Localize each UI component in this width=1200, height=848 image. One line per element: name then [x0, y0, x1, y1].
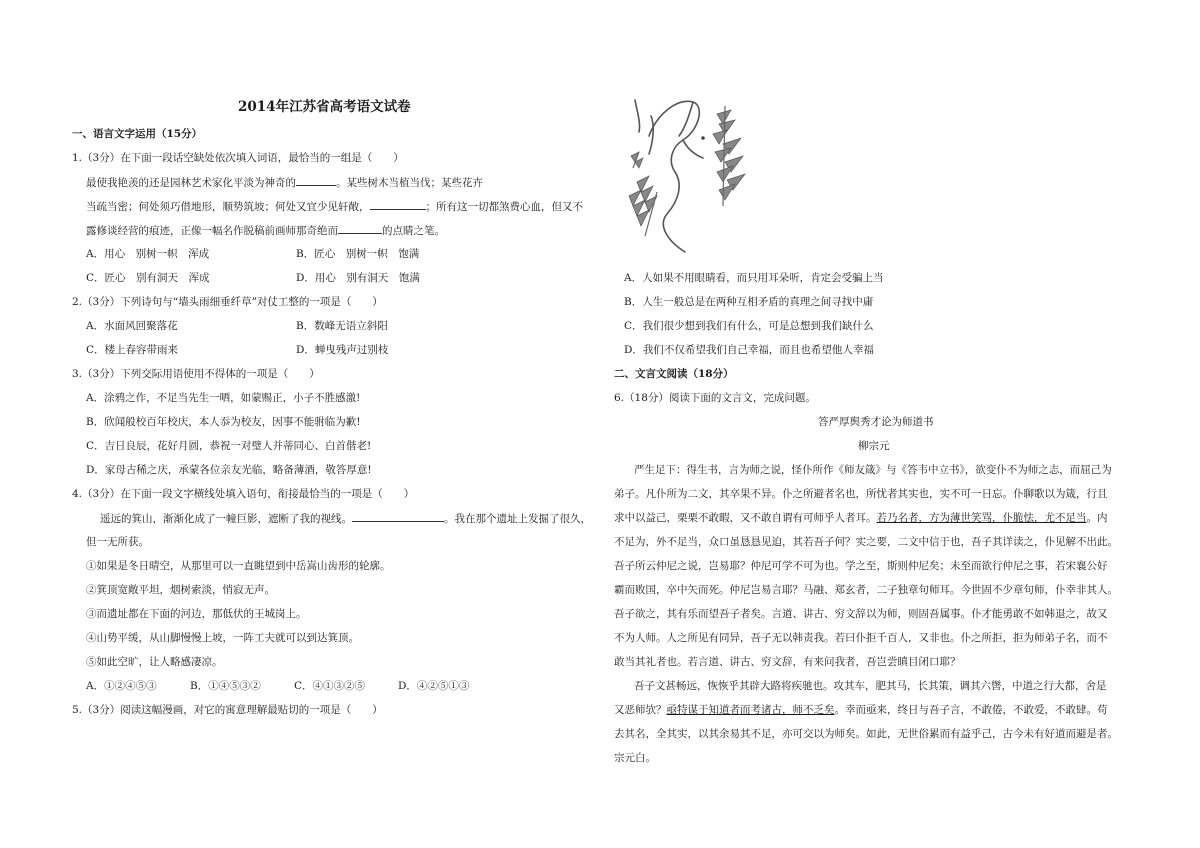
q6-stem: 6.（18分）阅读下面的文言文，完成问题。	[614, 392, 816, 404]
q1-option-d[interactable]: D．用心 别有洞天 饱满	[296, 272, 420, 284]
q1-text: 的点睛之笔。	[382, 225, 445, 237]
q3-option-b[interactable]: B．欣闻般校百年校庆，本人忝为校友，因事不能驸临为歉!	[86, 416, 361, 428]
q4-passage-line1	[100, 511, 591, 526]
essay-line: 不为人师。人之所见有同异，吾子无以韩责我。若曰仆拒千百人，又非也。仆之所拒，拒为师弟子名，而不	[614, 632, 1108, 644]
section-2-heading: 二、文言文阅读（18分）	[614, 368, 734, 380]
essay-line: 吾子欲之，其有乐而望吾子者矣。言道、讲古、穷文辞以为师，则固吾属事。仆才能勇敢不如韩退之，故又	[614, 608, 1108, 620]
q1-option-b[interactable]: B．匠心 别树一帜 饱满	[296, 248, 420, 260]
q3-option-c[interactable]: C．吉日良辰，花好月圆，恭祝一对璧人并蒂同心、白首偕老!	[86, 440, 372, 452]
q1-text: 露修谈经营的痕迹，正像一幅名作脱稿前画师那奇绝而	[86, 225, 338, 237]
q4-option-c[interactable]: C．④①③②⑤	[294, 680, 366, 692]
q5-option-c[interactable]: C．我们很少想到我们有什么，可是总想到我们缺什么	[624, 320, 874, 332]
q1-passage-line3	[86, 223, 445, 238]
q3-option-d[interactable]: D．家母古稀之庆，承蒙各位亲友光临，略备薄酒，敬答厚意!	[86, 464, 372, 476]
q4-sentence-2: ②箕顶宽敞平坦，烟树索淡，悄寂无声。	[86, 584, 275, 596]
page-title: 2014年江苏省高考语文试卷	[238, 99, 411, 115]
q4-text: 。我在那个遗址上发掘了很久，	[444, 513, 591, 525]
essay-line	[614, 703, 1108, 717]
essay-line: 去其名，全其实，以其余易其不足，亦可交以为师矣。如此，无世俗累而有益乎己，古今未有好道而避是者。	[614, 728, 1118, 740]
essay-line: 吾子所云仲尼之说，岂易耶？仲尼可学不可为也。学之至，斯则仲尼矣；未至而欲行仲尼之事，若宋襄公好	[614, 560, 1108, 572]
essay-text: 求中以益己，栗栗不敢暇，又不敢自谓有可师乎人者耳。	[614, 512, 877, 524]
essay-line: 弟子。凡仆所为二文，其卒果不异。仆之所避者名也，所忧者其实也，实不可一日忘。仆聊歌以为箴，行且	[614, 488, 1108, 500]
underlined-sentence-1: 若乃名者，方为薄世笑骂，仆脆怯，尤不足当	[876, 512, 1087, 524]
essay-text: 。内	[1086, 512, 1108, 524]
q4-blank	[352, 511, 444, 522]
essay-text: 又恶师欤？	[614, 704, 667, 716]
q1-passage-line1	[86, 175, 483, 190]
essay-line: 不足为，外不足当，众口虽恳恳见迫，其若吾子何？实之要，二文中信于也，吾子其详读之，仆见解不出此。	[614, 536, 1118, 548]
q1-text: 当疏当密；何处须巧借地形，顺势筑坡；何处又宜少见轩敞，	[86, 201, 370, 213]
q1-blank-2	[370, 199, 426, 210]
q4-text: 遥远的箕山，渐渐化成了一幢巨影，遮断了我的视线。	[100, 513, 352, 525]
q1-text: ；所有这一切都煞费心血，但又不	[425, 201, 583, 213]
q1-option-a[interactable]: A．用心 别树一帜 浑成	[86, 248, 210, 260]
q1-passage-line2	[86, 199, 583, 214]
cartoon-image	[627, 96, 757, 258]
q5-option-a[interactable]: A．人如果不用眼睛看，而只用耳朵听，肯定会受骗上当	[624, 272, 884, 284]
q4-sentence-1: ①如果是冬日晴空，从那里可以一直眺望到中岳嵩山齿形的轮廓。	[86, 560, 391, 572]
essay-line: 严生足下：得生书，言为师之说，怪仆所作《师友箴》与《答韦中立书》，欲变仆不为师之志，而屈己为	[634, 464, 1112, 476]
q3-stem: 3.（3分）下列交际用语使用不得体的一项是（ ）	[72, 368, 320, 380]
q1-blank-1	[296, 175, 336, 186]
q2-option-a[interactable]: A．水面风回聚落花	[86, 320, 178, 332]
q1-stem: 1.（3分）在下面一段话空缺处依次填入词语，最恰当的一组是（ ）	[72, 152, 404, 164]
q4-passage-line2: 但一无所获。	[86, 536, 149, 548]
q4-option-b[interactable]: B．①④⑤③②	[190, 680, 261, 692]
q5-option-b[interactable]: B．人生一般总是在两种互相矛盾的真理之间寻找中庸	[624, 296, 874, 308]
q4-stem: 4.（3分）在下面一段文字横线处填入语句，衔接最恰当的一项是（ ）	[72, 488, 415, 500]
q1-text: 最使我艳羡的还是园林艺术家化平淡为神奇的	[86, 177, 296, 189]
q1-blank-3	[338, 223, 382, 234]
q4-option-a[interactable]: A．①②④⑤③	[86, 680, 157, 692]
q4-option-d[interactable]: D．④②⑤①③	[398, 680, 470, 692]
q2-option-b[interactable]: B．数峰无语立斜阳	[296, 320, 388, 332]
q4-sentence-3: ③而遗址都在下面的河边，那低伏的王城岗上。	[86, 608, 307, 620]
q5-stem: 5.（3分）阅读这幅漫画，对它的寓意理解最贴切的一项是（ ）	[72, 704, 383, 716]
essay-author: 柳宗元	[858, 440, 890, 452]
q5-option-d[interactable]: D．我们不仅希望我们自己幸福，而且也希望他人幸福	[624, 344, 874, 356]
q2-option-c[interactable]: C．楼上春容带雨来	[86, 344, 179, 356]
q2-stem: 2.（3分）下列诗句与“墙头雨细垂纤草”对仗工整的一项是（ ）	[72, 296, 383, 308]
section-1-heading: 一、语言文字运用（15分）	[72, 128, 203, 140]
essay-line: 吾子文甚畅远，恢恢乎其辟大路将疾驰也。攻其车，肥其马，长其策，调其六辔，中道之行大都，舍是	[634, 680, 1107, 692]
q1-option-c[interactable]: C．匠心 别有洞天 浑成	[86, 272, 210, 284]
q4-sentence-4: ④山势平缓，从山脚慢慢上坡，一阵工夫就可以到达箕顶。	[86, 632, 359, 644]
q1-text: 。某些树木当植当伐；某些花卉	[336, 177, 483, 189]
q2-option-d[interactable]: D．蝉曳残声过别枝	[296, 344, 389, 356]
essay-line: 宗元白。	[614, 752, 656, 764]
essay-text: 。幸而亟来，终日与吾子言，不敢倦，不敢爱，不敢肆。苟	[834, 704, 1108, 716]
q4-sentence-5: ⑤如此空旷，让人略感凄凉。	[86, 656, 223, 668]
q3-option-a[interactable]: A．涂鸦之作，不足当先生一哂，如蒙赐正，小子不胜感激!	[86, 392, 361, 404]
essay-line: 霸而败国，卒中矢而死。仲尼岂易言耶？马融、郑玄者，二子独章句师耳。今世固不少章句师，仆幸非其人。	[614, 584, 1118, 596]
essay-line	[614, 511, 1108, 525]
essay-line: 敢当其礼者也。若言道、讲古、穷文辞，有来问我者，吾岂尝瞋目闭口耶？	[614, 656, 961, 668]
underlined-sentence-2: 亟特谋于知道者而考诸古，师不乏矣	[666, 704, 835, 716]
essay-title: 答严厚舆秀才论为师道书	[818, 416, 934, 428]
